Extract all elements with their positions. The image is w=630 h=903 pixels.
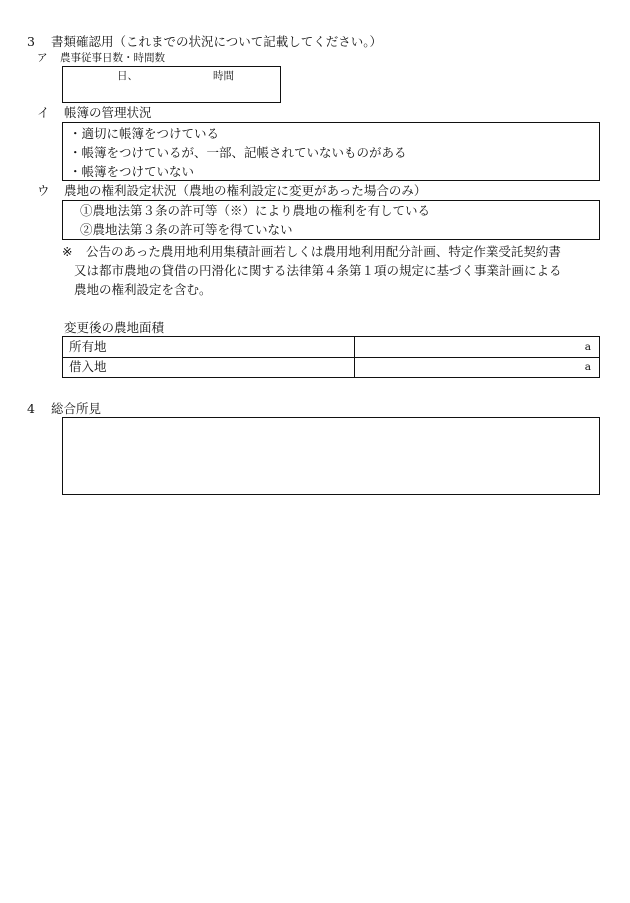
owned-land-area-field[interactable] xyxy=(355,337,599,357)
table-row xyxy=(63,357,599,378)
work-days-hours-field[interactable] xyxy=(62,66,281,103)
owned-land-label: 所有地 xyxy=(69,339,107,354)
area-label-cell xyxy=(63,358,355,378)
owned-land-unit: a xyxy=(584,341,591,353)
land-rights-options-box xyxy=(62,200,600,240)
days-unit: 日、 xyxy=(117,70,138,82)
ledger-status-options-box xyxy=(62,122,600,181)
leased-land-area-field[interactable] xyxy=(355,358,599,378)
table-row xyxy=(63,337,599,357)
section-3-title: 書類確認用（これまでの状況について記載してください。） xyxy=(51,34,383,49)
item-a-title: 農事従事日数・時間数 xyxy=(60,52,165,64)
ledger-option-2[interactable]: ・帳簿をつけているが、一部、記帳されていないものがある xyxy=(69,145,407,160)
item-b-title: 帳簿の管理状況 xyxy=(64,105,152,120)
section-3-number: 3 xyxy=(27,34,35,49)
land-rights-option-2[interactable]: ②農地法第３条の許可等を得ていない xyxy=(80,222,293,237)
leased-land-unit: a xyxy=(584,361,591,373)
item-c-label: ウ xyxy=(37,183,50,198)
ledger-option-3[interactable]: ・帳簿をつけていない xyxy=(69,164,195,179)
section-4-number: 4 xyxy=(27,401,35,416)
ledger-option-1[interactable]: ・適切に帳簿をつけている xyxy=(69,126,220,141)
leased-land-label: 借入地 xyxy=(69,359,107,374)
overall-findings-textarea[interactable] xyxy=(62,417,600,495)
note-line-3: 農地の権利設定を含む。 xyxy=(74,282,212,297)
item-a-label: ア xyxy=(37,52,48,64)
item-c-title: 農地の権利設定状況（農地の権利設定に変更があった場合のみ） xyxy=(64,183,427,198)
hours-unit: 時間 xyxy=(213,70,234,82)
section-4-title: 総合所見 xyxy=(51,401,102,416)
note-mark: ※ xyxy=(62,244,73,259)
note-line-2: 又は都市農地の貸借の円滑化に関する法律第４条第１項の規定に基づく事業計画による xyxy=(74,263,562,278)
item-b-label: イ xyxy=(37,105,50,120)
area-table xyxy=(62,336,600,378)
area-table-title: 変更後の農地面積 xyxy=(64,320,165,335)
land-rights-option-1[interactable]: ①農地法第３条の許可等（※）により農地の権利を有している xyxy=(80,203,431,218)
note-line-1: 公告のあった農用地利用集積計画若しくは農用地利用配分計画、特定作業受託契約書 xyxy=(86,244,561,259)
area-label-cell xyxy=(63,337,355,357)
